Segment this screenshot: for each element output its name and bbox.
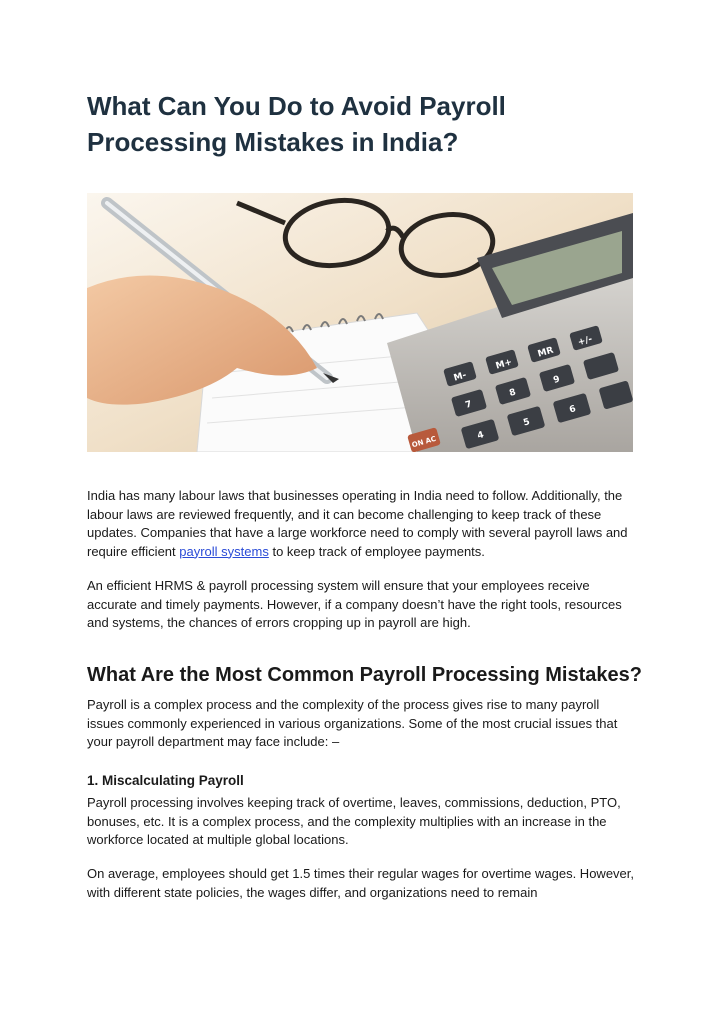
svg-text:MR: MR — [536, 345, 555, 360]
miscalculating-paragraph-1: Payroll processing involves keeping track of overtime, leaves, commissions, deduction, PTO, bonuses, etc. It is a complex process, and the complexity multiplies with an increase in the workforce located at multiple global locations. — [87, 795, 621, 847]
section-heading: What Are the Most Common Payroll Processing Mistakes? — [87, 664, 642, 686]
svg-text:ON AC: ON AC — [410, 434, 438, 450]
hero-image-calculator-notepad — [87, 193, 633, 452]
svg-text:M-: M- — [452, 370, 468, 384]
miscalculating-paragraph-2: On average, employees should get 1.5 times their regular wages for overtime wages. However, with different state policies, the wages differ, and organizations need to remain — [87, 866, 634, 900]
svg-text:M+: M+ — [494, 357, 514, 372]
svg-text:5: 5 — [522, 417, 532, 429]
svg-text:8: 8 — [508, 387, 518, 399]
svg-text:7: 7 — [464, 399, 474, 411]
intro-text-after-link: to keep track of employee payments. — [268, 543, 485, 559]
svg-text:6: 6 — [568, 404, 578, 416]
intro-paragraph — [87, 487, 635, 561]
svg-text:4: 4 — [476, 430, 486, 442]
subheading-miscalculating-payroll: 1. Miscalculating Payroll — [87, 773, 244, 788]
svg-text:+/-: +/- — [576, 334, 594, 349]
article-title: What Can You Do to Avoid Payroll Processing Mistakes in India? — [87, 91, 506, 157]
payroll-systems-link[interactable]: payroll systems — [179, 543, 269, 559]
intro-text-before-link: India has many labour laws that businesses operating in India need to follow. Additionally, the labour laws are reviewed frequently, and it can become challenging to keep track of these updates. Companies that have a large workforce need to comply with several payroll laws and require efficient — [87, 488, 628, 559]
section-intro-paragraph: Payroll is a complex process and the complexity of the process gives rise to many payroll issues commonly experienced in various organizations. Some of the most crucial issues that your payroll department may face include: – — [87, 697, 618, 749]
hrms-paragraph: An efficient HRMS & payroll processing system will ensure that your employees receive accurate and timely payments. However, if a company doesn’t have the right tools, resources and systems, the chances of errors cropping up in payroll are high. — [87, 578, 622, 630]
svg-text:9: 9 — [552, 374, 562, 386]
hero-illustration — [87, 193, 633, 452]
